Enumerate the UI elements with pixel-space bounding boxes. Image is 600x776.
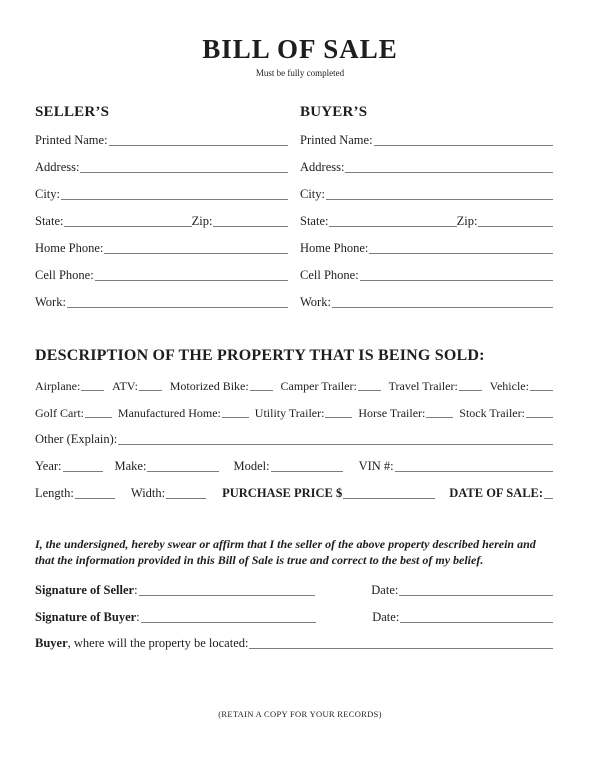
stock-trailer-field[interactable] <box>526 416 553 418</box>
property-section-heading: DESCRIPTION OF THE PROPERTY THAT IS BEING SOLD: <box>35 347 485 364</box>
vehicle-item <box>490 379 553 393</box>
seller-address-row <box>35 148 288 175</box>
seller-state-label: State: <box>35 214 64 228</box>
make-field[interactable] <box>147 470 219 472</box>
buyer-state-zip-row <box>300 202 553 229</box>
vehicle-label: Vehicle: <box>489 379 529 393</box>
property-type-row-1 <box>35 366 553 393</box>
buyer-printed-name-label: Printed Name: <box>300 133 373 147</box>
manufactured-home-item <box>118 406 249 420</box>
utility-trailer-item <box>255 406 353 420</box>
seller-home-phone-label: Home Phone: <box>35 241 104 255</box>
model-label: Model: <box>233 459 270 473</box>
seller-cell-phone-label: Cell Phone: <box>35 268 94 282</box>
stock-trailer-label: Stock Trailer: <box>459 406 525 420</box>
travel-trailer-label: Travel Trailer: <box>388 379 458 393</box>
seller-signature-label: Signature of Seller <box>35 583 135 597</box>
buyer-signature-label: Signature of Buyer <box>35 610 137 624</box>
buyer-home-phone-label: Home Phone: <box>300 241 369 255</box>
buyer-city-field[interactable] <box>326 198 553 200</box>
seller-printed-name-label: Printed Name: <box>35 133 108 147</box>
travel-trailer-item <box>389 379 482 393</box>
motorized-bike-label: Motorized Bike: <box>169 379 249 393</box>
price-and-date-row <box>35 474 553 501</box>
vin-field[interactable] <box>395 470 553 472</box>
buyer-signature-row <box>35 603 553 625</box>
seller-column <box>35 103 288 310</box>
seller-cell-phone-row <box>35 256 288 283</box>
make-label: Make: <box>114 459 147 473</box>
atv-field[interactable] <box>139 389 162 391</box>
property-type-row-2 <box>35 393 553 420</box>
airplane-label: Airplane: <box>35 379 81 393</box>
vehicle-details-row <box>35 447 553 474</box>
seller-work-label: Work: <box>35 295 66 309</box>
year-field[interactable] <box>63 470 103 472</box>
width-label: Width: <box>130 486 166 500</box>
buyer-home-phone-row <box>300 229 553 256</box>
manufactured-home-label: Manufactured Home: <box>117 406 221 420</box>
buyer-printed-name-row <box>300 121 553 148</box>
colon: : <box>136 610 140 624</box>
horse-trailer-label: Horse Trailer: <box>358 406 426 420</box>
buyer-state-label: State: <box>300 214 329 228</box>
seller-home-phone-row <box>35 229 288 256</box>
seller-work-field[interactable] <box>67 306 288 308</box>
seller-date-field[interactable] <box>399 594 553 596</box>
manufactured-home-field[interactable] <box>222 416 249 418</box>
seller-city-row <box>35 175 288 202</box>
seller-city-label: City: <box>35 187 61 201</box>
seller-state-field[interactable] <box>64 225 191 227</box>
golf-cart-label: Golf Cart: <box>35 406 84 420</box>
utility-trailer-label: Utility Trailer: <box>254 406 325 420</box>
atv-label: ATV: <box>112 379 138 393</box>
vin-label: VIN #: <box>358 459 394 473</box>
date-of-sale-field[interactable] <box>544 497 553 499</box>
buyer-city-row <box>300 175 553 202</box>
buyer-heading: BUYER’S <box>300 104 368 120</box>
buyer-work-label: Work: <box>300 295 331 309</box>
buyer-address-label: Address: <box>300 160 345 174</box>
buyer-cell-phone-row <box>300 256 553 283</box>
seller-zip-field[interactable] <box>213 225 288 227</box>
atv-item <box>112 379 162 393</box>
buyer-cell-phone-label: Cell Phone: <box>300 268 359 282</box>
vehicle-field[interactable] <box>530 389 553 391</box>
footer-note: (RETAIN A COPY FOR YOUR RECORDS) <box>218 709 382 719</box>
buyer-printed-name-field[interactable] <box>374 144 553 146</box>
seller-printed-name-row <box>35 121 288 148</box>
purchase-price-label: PURCHASE PRICE $ <box>222 486 343 500</box>
model-field[interactable] <box>271 470 343 472</box>
seller-cell-phone-field[interactable] <box>95 279 288 281</box>
seller-heading: SELLER’S <box>35 104 110 120</box>
seller-zip-label: Zip: <box>191 214 213 228</box>
buyer-home-phone-field[interactable] <box>369 252 553 254</box>
buyer-zip-label: Zip: <box>456 214 478 228</box>
length-field[interactable] <box>75 497 115 499</box>
seller-city-field[interactable] <box>61 198 288 200</box>
buyer-column <box>300 103 553 310</box>
year-label: Year: <box>35 459 62 473</box>
travel-trailer-field[interactable] <box>459 389 482 391</box>
parties-section <box>35 103 553 310</box>
utility-trailer-field[interactable] <box>325 416 352 418</box>
seller-signature-field[interactable] <box>139 594 316 596</box>
buyer-signature-field[interactable] <box>141 621 317 623</box>
page-subtitle: Must be fully completed <box>255 68 345 78</box>
airplane-field[interactable] <box>81 389 104 391</box>
buyer-city-label: City: <box>300 187 326 201</box>
buyer-address-row <box>300 148 553 175</box>
other-explain-label: Other (Explain): <box>35 432 118 446</box>
affirmation-statement: I, the undersigned, hereby swear or affirm that I the seller of the above property described herein and that the information provided in this Bill of Sale is true and correct to the best of my belief. <box>35 537 536 567</box>
horse-trailer-field[interactable] <box>426 416 453 418</box>
seller-address-label: Address: <box>35 160 80 174</box>
seller-address-field[interactable] <box>80 171 288 173</box>
seller-date-label: Date: <box>371 583 399 597</box>
camper-trailer-item <box>280 379 380 393</box>
width-field[interactable] <box>166 497 206 499</box>
buyer-work-field[interactable] <box>332 306 553 308</box>
purchase-price-field[interactable] <box>343 497 435 499</box>
horse-trailer-item <box>358 406 453 420</box>
other-explain-field[interactable] <box>118 443 553 445</box>
camper-trailer-label: Camper Trailer: <box>280 379 357 393</box>
location-field[interactable] <box>249 647 553 649</box>
buyer-date-label: Date: <box>372 610 400 624</box>
location-buyer-label: Buyer <box>35 636 68 650</box>
buyer-work-row <box>300 283 553 310</box>
other-explain-row <box>35 420 553 447</box>
property-location-row <box>35 629 553 651</box>
buyer-state-field[interactable] <box>329 225 456 227</box>
motorized-bike-field[interactable] <box>250 389 273 391</box>
date-of-sale-label: DATE OF SALE: <box>449 486 544 500</box>
stock-trailer-item <box>459 406 553 420</box>
location-question-label: , where will the property be located: <box>67 636 249 650</box>
length-label: Length: <box>35 486 74 500</box>
buyer-address-field[interactable] <box>345 171 553 173</box>
seller-work-row <box>35 283 288 310</box>
seller-home-phone-field[interactable] <box>104 252 288 254</box>
golf-cart-field[interactable] <box>85 416 112 418</box>
seller-printed-name-field[interactable] <box>109 144 288 146</box>
seller-signature-row <box>35 576 553 598</box>
camper-trailer-field[interactable] <box>358 389 381 391</box>
buyer-date-field[interactable] <box>400 621 553 623</box>
page-title: BILL OF SALE <box>202 34 398 64</box>
golf-cart-item <box>35 406 112 420</box>
buyer-zip-field[interactable] <box>478 225 553 227</box>
colon: : <box>134 583 138 597</box>
airplane-item <box>35 379 104 393</box>
document-header <box>0 34 600 79</box>
motorized-bike-item <box>170 379 273 393</box>
buyer-cell-phone-field[interactable] <box>360 279 553 281</box>
seller-state-zip-row <box>35 202 288 229</box>
